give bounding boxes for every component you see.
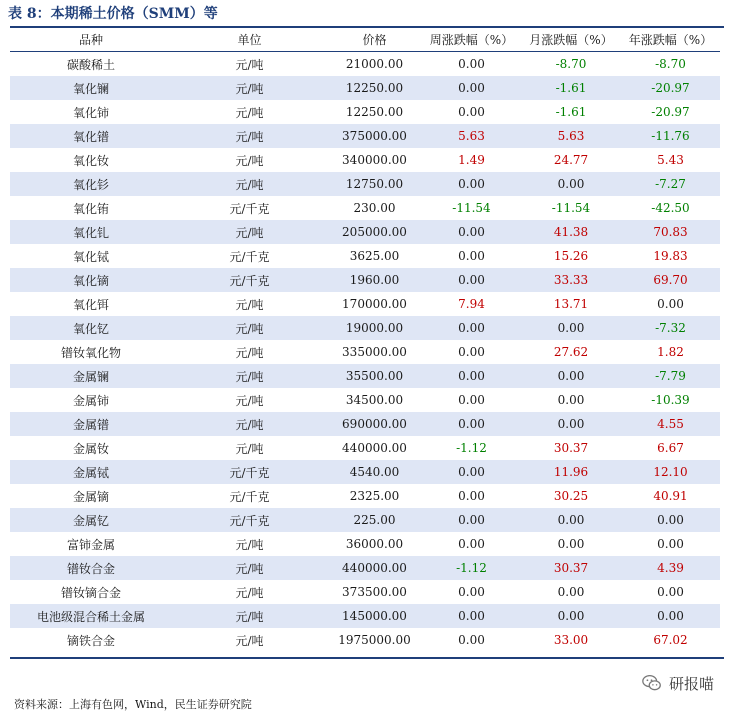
table-row [10, 292, 720, 316]
cell-week: 0.00 [422, 316, 521, 340]
watermark-text: 研报喵 [668, 674, 714, 693]
table-row [10, 148, 720, 172]
cell-week: 0.00 [458, 633, 485, 647]
table-row [10, 220, 720, 244]
cell-unit: 元/千克 [229, 249, 270, 264]
cell-year: 4.39 [621, 556, 720, 580]
cell-name: 金属镨 [10, 412, 172, 436]
cell-unit: 元/吨 [235, 393, 264, 408]
cell-year: 0.00 [621, 508, 720, 532]
cell-year: -7.32 [621, 316, 720, 340]
cell-year: -42.50 [651, 201, 690, 215]
cell-price: 225.00 [327, 508, 422, 532]
cell-month: 33.00 [553, 633, 589, 647]
header-week-change: 周涨跌幅（%） [422, 28, 521, 52]
cell-year: 0.00 [657, 297, 684, 311]
cell-unit: 元/吨 [235, 105, 264, 120]
cell-month: 27.62 [553, 345, 589, 359]
cell-price: 205000.00 [327, 220, 422, 244]
cell-unit: 元/吨 [172, 412, 327, 436]
cell-year: 1.82 [657, 345, 684, 359]
cell-month: 5.63 [521, 124, 621, 148]
table-row [10, 268, 720, 292]
cell-name: 金属钇 [10, 508, 172, 532]
table-row [10, 172, 720, 196]
table-header-row [10, 28, 720, 52]
cell-unit: 元/千克 [172, 268, 327, 292]
cell-year: 69.70 [621, 268, 720, 292]
cell-price: 19000.00 [327, 316, 422, 340]
table-row [10, 76, 720, 100]
cell-price: 145000.00 [327, 604, 422, 628]
table-row [10, 52, 720, 77]
cell-price: 340000.00 [342, 153, 407, 167]
cell-price: 35500.00 [327, 364, 422, 388]
cell-name: 氧化钇 [10, 316, 172, 340]
cell-price: 2325.00 [349, 489, 400, 503]
cell-week: 7.94 [458, 297, 485, 311]
cell-price: 34500.00 [345, 393, 404, 407]
cell-year: 12.10 [621, 460, 720, 484]
table-row [10, 556, 720, 580]
cell-name: 金属铽 [10, 460, 172, 484]
cell-year: -11.76 [621, 124, 720, 148]
cell-unit: 元/吨 [235, 345, 264, 360]
cell-year: 4.55 [621, 412, 720, 436]
cell-price: 373500.00 [342, 585, 407, 599]
cell-month: 0.00 [521, 316, 621, 340]
table-row [10, 124, 720, 148]
cell-name: 金属钕 [72, 441, 109, 456]
cell-month: 0.00 [521, 508, 621, 532]
cell-month: 30.25 [553, 489, 589, 503]
table-row [10, 388, 720, 412]
cell-unit: 元/吨 [172, 364, 327, 388]
cell-price: 335000.00 [342, 345, 407, 359]
cell-month: 0.00 [557, 537, 585, 551]
cell-name: 金属铈 [72, 393, 109, 408]
table-row [10, 532, 720, 556]
cell-week: 0.00 [458, 345, 485, 359]
cell-unit: 元/千克 [172, 460, 327, 484]
cell-unit: 元/千克 [229, 201, 270, 216]
cell-week: 0.00 [422, 172, 521, 196]
cell-price: 440000.00 [327, 556, 422, 580]
cell-month: 0.00 [521, 172, 621, 196]
cell-name: 氧化铕 [72, 201, 109, 216]
cell-name: 氧化镝 [10, 268, 172, 292]
cell-year: 67.02 [653, 633, 688, 647]
cell-unit: 元/吨 [235, 57, 264, 72]
cell-unit: 元/吨 [172, 172, 327, 196]
cell-month: -11.54 [551, 201, 591, 215]
cell-month: 0.00 [521, 604, 621, 628]
cell-month: 24.77 [553, 153, 589, 167]
cell-month: 15.26 [553, 249, 589, 263]
header-year-change: 年涨跌幅（%） [621, 28, 720, 52]
cell-month: 30.37 [553, 441, 589, 455]
cell-month: 11.96 [521, 460, 621, 484]
cell-name: 氧化镧 [10, 76, 172, 100]
cell-week: 0.00 [422, 460, 521, 484]
cell-unit: 元/吨 [235, 537, 264, 552]
cell-name: 镨钕合金 [10, 556, 172, 580]
cell-name: 电池级混合稀土金属 [10, 604, 172, 628]
cell-week: 0.00 [458, 393, 485, 407]
cell-month: 0.00 [557, 393, 585, 407]
wechat-icon [641, 672, 663, 694]
cell-name: 氧化铽 [72, 249, 109, 264]
cell-name: 氧化铒 [72, 297, 109, 312]
table-row [10, 364, 720, 388]
cell-week: -1.12 [422, 556, 521, 580]
cell-name: 碳酸稀土 [66, 57, 115, 72]
cell-name: 氧化钕 [72, 153, 109, 168]
table-row [10, 508, 720, 532]
cell-month: 0.00 [521, 364, 621, 388]
cell-month: 30.37 [521, 556, 621, 580]
cell-year: 40.91 [653, 489, 688, 503]
cell-unit: 元/吨 [172, 124, 327, 148]
table-row [10, 604, 720, 628]
cell-year: 0.00 [657, 585, 684, 599]
cell-week: 0.00 [422, 412, 521, 436]
table-row [10, 196, 720, 220]
cell-price: 12250.00 [345, 105, 404, 119]
cell-price: 170000.00 [342, 297, 407, 311]
cell-year: 5.43 [657, 153, 684, 167]
cell-year: 19.83 [653, 249, 688, 263]
cell-month: -1.61 [555, 105, 587, 119]
cell-price: 4540.00 [327, 460, 422, 484]
cell-year: -7.27 [621, 172, 720, 196]
cell-unit: 元/吨 [235, 153, 264, 168]
cell-unit: 元/吨 [235, 585, 264, 600]
cell-unit: 元/千克 [229, 489, 270, 504]
cell-price: 375000.00 [327, 124, 422, 148]
table-row [10, 412, 720, 436]
table-row [10, 628, 720, 652]
cell-month: 0.00 [557, 585, 585, 599]
cell-price: 690000.00 [327, 412, 422, 436]
cell-month: 41.38 [521, 220, 621, 244]
cell-week: 0.00 [422, 508, 521, 532]
cell-week: 0.00 [422, 268, 521, 292]
cell-unit: 元/吨 [172, 556, 327, 580]
table-row [10, 484, 720, 508]
cell-week: 0.00 [458, 489, 485, 503]
cell-name: 氧化镨 [10, 124, 172, 148]
cell-week: 0.00 [458, 105, 485, 119]
header-unit: 单位 [172, 28, 327, 52]
cell-year: 0.00 [621, 604, 720, 628]
cell-week: 0.00 [422, 76, 521, 100]
table-row [10, 580, 720, 604]
price-table [10, 28, 720, 652]
table-row [10, 100, 720, 124]
table-title: 表 8：本期稀土价格（SMM）等 [8, 6, 218, 22]
header-month-change: 月涨跌幅（%） [521, 28, 621, 52]
cell-name: 氧化钆 [10, 220, 172, 244]
cell-unit: 元/吨 [235, 297, 264, 312]
cell-year: -20.97 [651, 105, 690, 119]
table-row [10, 244, 720, 268]
cell-name: 金属镧 [10, 364, 172, 388]
cell-week: 1.49 [458, 153, 485, 167]
table-row [10, 460, 720, 484]
cell-year: -8.70 [655, 57, 686, 71]
cell-name: 氧化钐 [10, 172, 172, 196]
cell-unit: 元/吨 [235, 633, 264, 648]
header-price: 价格 [327, 28, 422, 52]
cell-unit: 元/吨 [172, 76, 327, 100]
cell-unit: 元/吨 [172, 316, 327, 340]
bottom-rule [10, 657, 724, 659]
source-note: 资料来源：上海有色网，Wind，民生证券研究院 [14, 698, 252, 711]
cell-week: 0.00 [422, 604, 521, 628]
header-name: 品种 [10, 28, 172, 52]
cell-price: 1975000.00 [338, 633, 411, 647]
cell-unit: 元/千克 [172, 508, 327, 532]
cell-name: 金属镝 [72, 489, 109, 504]
cell-month: 13.71 [553, 297, 589, 311]
cell-year: -7.79 [621, 364, 720, 388]
cell-unit: 元/吨 [172, 220, 327, 244]
cell-week: 5.63 [422, 124, 521, 148]
cell-year: 6.67 [657, 441, 684, 455]
cell-price: 1960.00 [327, 268, 422, 292]
cell-name: 镨钕氧化物 [60, 345, 121, 360]
cell-week: 0.00 [458, 585, 485, 599]
cell-week: -1.12 [456, 441, 487, 455]
cell-week: 0.00 [422, 220, 521, 244]
cell-name: 镝铁合金 [66, 633, 115, 648]
cell-week: 0.00 [422, 364, 521, 388]
cell-year: -20.97 [621, 76, 720, 100]
table-row [10, 436, 720, 460]
cell-week: 0.00 [458, 57, 485, 71]
cell-month: 0.00 [521, 412, 621, 436]
cell-month: 33.33 [521, 268, 621, 292]
cell-price: 21000.00 [345, 57, 404, 71]
cell-price: 12250.00 [327, 76, 422, 100]
table-row [10, 340, 720, 364]
cell-price: 12750.00 [327, 172, 422, 196]
cell-name: 镨钕镝合金 [60, 585, 121, 600]
cell-year: 70.83 [621, 220, 720, 244]
cell-price: 36000.00 [345, 537, 404, 551]
cell-price: 440000.00 [342, 441, 407, 455]
cell-month: -1.61 [521, 76, 621, 100]
cell-price: 230.00 [353, 201, 396, 215]
cell-year: 0.00 [657, 537, 684, 551]
table-body [10, 52, 720, 653]
cell-unit: 元/吨 [172, 604, 327, 628]
cell-name: 富铈金属 [66, 537, 115, 552]
table-row [10, 316, 720, 340]
cell-week: -11.54 [452, 201, 491, 215]
cell-name: 氧化铈 [72, 105, 109, 120]
cell-week: 0.00 [458, 249, 485, 263]
cell-year: -10.39 [651, 393, 690, 407]
cell-price: 3625.00 [349, 249, 400, 263]
cell-unit: 元/吨 [235, 441, 264, 456]
watermark [641, 672, 714, 694]
cell-month: -8.70 [555, 57, 587, 71]
cell-week: 0.00 [458, 537, 485, 551]
